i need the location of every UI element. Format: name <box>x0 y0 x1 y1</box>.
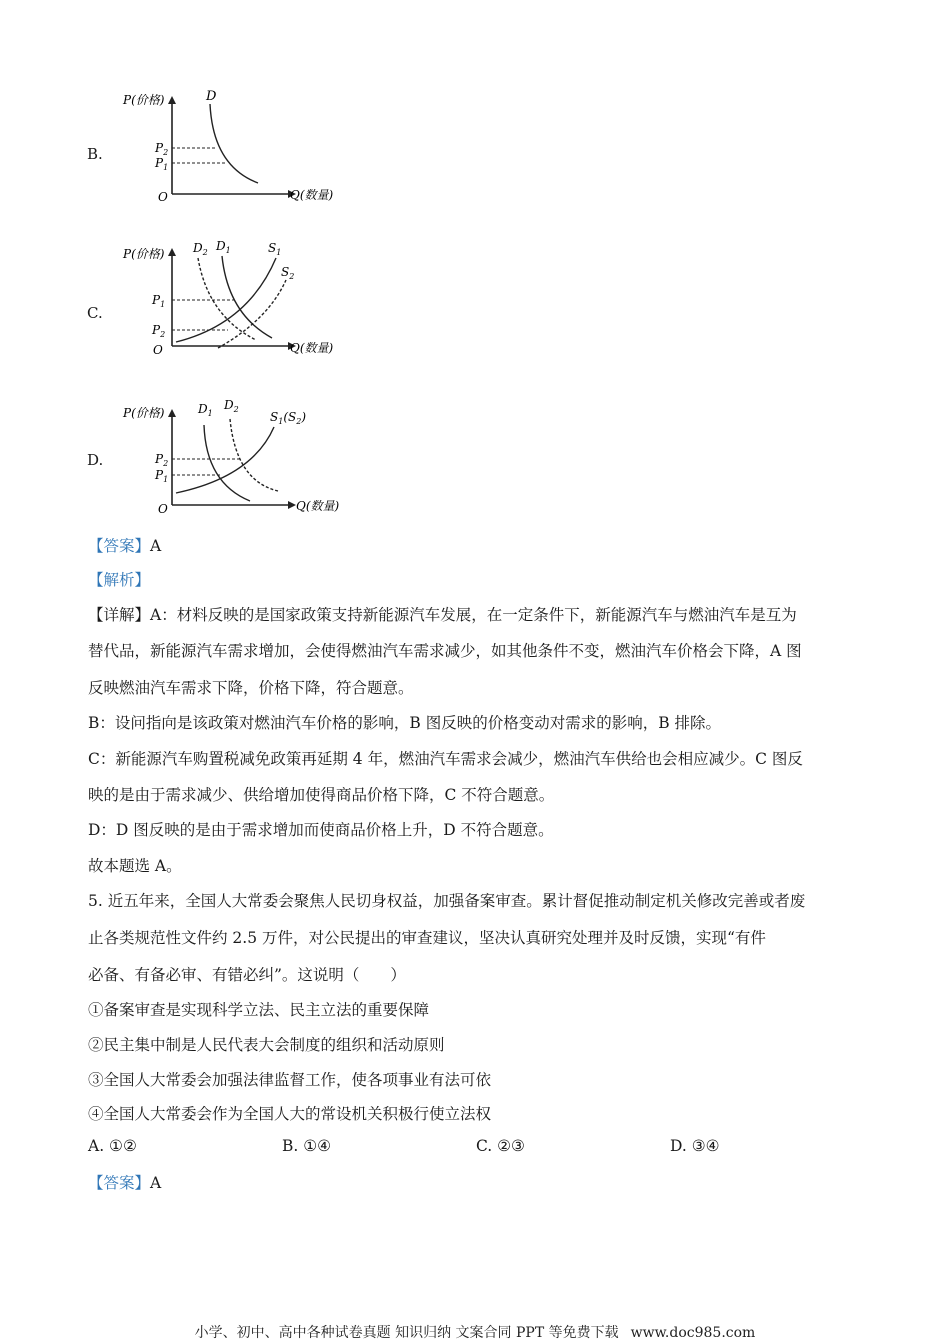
q5-item-4: ④全国人大常委会作为全国人大的常设机关积极行使立法权 <box>88 1105 492 1123</box>
answer-tag: 【答案】 <box>88 537 151 555</box>
c-p1-label: $P_1$ <box>152 293 166 309</box>
b-origin-label: O <box>158 190 168 204</box>
option-c-label: C. <box>87 304 103 322</box>
c-p2-label: $P_2$ <box>152 323 166 339</box>
answer2-tag: 【答案】 <box>88 1174 151 1192</box>
d-s-label: $S_1(S_2)$ <box>270 410 307 426</box>
page-footer <box>0 1322 950 1342</box>
detail-line-2: 替代品，新能源汽车需求增加，会使得燃油汽车需求减少，如其他条件不变，燃油汽车价格会下降，A 图 <box>88 642 802 660</box>
d-d2-label: $D_2$ <box>224 398 239 414</box>
q5-item-3: ③全国人大常委会加强法律监督工作，使各项事业有法可依 <box>88 1071 492 1089</box>
c-demand-d1-curve <box>222 256 272 338</box>
q5-line-1: 5. 近五年来，全国人大常委会聚焦人民切身权益，加强备案审查。累计督促推动制定机关修改完善或者废 <box>88 892 806 910</box>
c-d2-label: $D_2$ <box>193 241 208 257</box>
detail-tag: 【详解】 <box>88 606 151 624</box>
d-d1-label: $D_1$ <box>198 402 213 418</box>
analysis-tag: 【解析】 <box>88 571 151 589</box>
answer-line <box>88 536 868 556</box>
option-d-label: D. <box>87 451 104 469</box>
c-axis-p-label: P(价格) <box>123 247 165 261</box>
c-d1-label: $D_1$ <box>216 239 231 255</box>
option-b-label: B. <box>87 145 103 163</box>
c-supply-s1-curve <box>176 258 276 342</box>
detail-line-4: B：设问指向是该政策对燃油汽车价格的影响，B 图反映的价格变动对需求的影响，B 排除。 <box>88 714 722 732</box>
answer2-value: A <box>150 1174 162 1192</box>
d-demand-d1-curve <box>204 425 250 501</box>
answer2-line <box>88 1173 868 1193</box>
b-p2-label: $P_2$ <box>155 141 169 157</box>
detail-line-7: D：D 图反映的是由于需求增加而使商品价格上升，D 不符合题意。 <box>88 821 554 839</box>
q5-line-3: 必备、有备必审、有错必纠”。这说明（ ） <box>88 966 406 984</box>
c-s2-label: $S_2$ <box>281 265 295 281</box>
b-demand-curve <box>210 104 258 183</box>
choice-c: C. ②③ <box>476 1137 525 1155</box>
d-origin-label: O <box>158 502 168 515</box>
q5-line-2: 止各类规范性文件约 2.5 万件，对公民提出的审查建议，坚决认真研究处理并及时反馈，实现“有件 <box>88 929 766 947</box>
choice-d: D. ③④ <box>670 1137 720 1155</box>
b-d-label: D <box>206 89 217 104</box>
d-p1-label: $P_1$ <box>155 468 169 484</box>
choice-b: B. ①④ <box>282 1137 332 1155</box>
d-axis-p-label: P(价格) <box>123 406 165 420</box>
answer-value: A <box>150 537 162 555</box>
detail-text-1: A：材料反映的是国家政策支持新能源汽车发展，在一定条件下，新能源汽车与燃油汽车是互为 <box>150 606 797 624</box>
footer-text: 小学、初中、高中各种试卷真题 知识归纳 文案合同 PPT 等免费下载 <box>194 1325 619 1341</box>
option-d-graph <box>118 395 358 519</box>
b-axis-p-label: P(价格) <box>123 93 165 107</box>
c-axis-q-label: Q(数量) <box>290 341 334 355</box>
option-b-graph <box>118 86 358 210</box>
q5-choices <box>88 1137 868 1159</box>
analysis-line <box>88 570 868 590</box>
c-s1-label: $S_1$ <box>268 241 282 257</box>
detail-line-6: 映的是由于需求减少、供给增加使得商品价格下降，C 不符合题意。 <box>88 786 555 804</box>
b-p1-label: $P_1$ <box>155 156 169 172</box>
detail-line-5: C：新能源汽车购置税减免政策再延期 4 年，燃油汽车需求会减少，燃油汽车供给也会相应减少。C 图反 <box>88 750 803 768</box>
d-p2-label: $P_2$ <box>155 452 169 468</box>
option-c-graph <box>118 236 358 365</box>
c-supply-s2-curve <box>218 280 286 348</box>
c-origin-label: O <box>153 343 163 357</box>
q5-item-2: ②民主集中制是人民代表大会制度的组织和活动原则 <box>88 1036 445 1054</box>
q5-item-1: ①备案审查是实现科学立法、民主立法的重要保障 <box>88 1001 430 1019</box>
detail-line-8: 故本题选 A。 <box>88 857 182 875</box>
detail-line-3: 反映燃油汽车需求下降，价格下降，符合题意。 <box>88 679 414 697</box>
detail-line-1 <box>88 605 868 625</box>
choice-a: A. ①② <box>88 1137 137 1155</box>
b-axis-q-label: Q(数量) <box>290 188 334 202</box>
d-axis-q-label: Q(数量) <box>296 499 340 513</box>
footer-url[interactable]: www.doc985.com <box>630 1325 756 1341</box>
